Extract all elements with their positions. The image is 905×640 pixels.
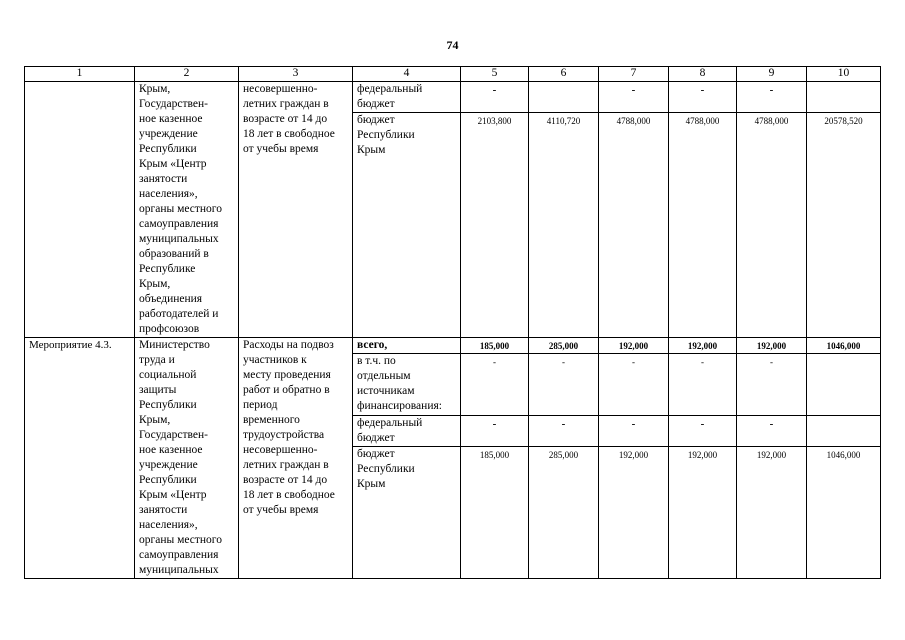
column-number: 7 <box>599 67 669 82</box>
column-number: 4 <box>353 67 461 82</box>
measure-cell <box>25 82 135 338</box>
value-cell <box>529 82 599 113</box>
value-cell: - <box>737 82 807 113</box>
value-cell: - <box>529 354 599 416</box>
value-cell: - <box>737 354 807 416</box>
value-cell: - <box>599 354 669 416</box>
column-number: 10 <box>807 67 881 82</box>
executor-cell: Министерство труда и социальной защиты Республики Крым, Государствен- ное казенное учреждение Республики Крым «Центр занятости населения», органы местного самоуправления муниципальных <box>135 338 239 579</box>
value-cell: - <box>599 82 669 113</box>
value-cell <box>807 82 881 113</box>
value-cell <box>807 354 881 416</box>
value-cell: - <box>461 82 529 113</box>
value-cell: 192,000 <box>669 338 737 354</box>
column-number: 1 <box>25 67 135 82</box>
column-number: 2 <box>135 67 239 82</box>
measure-cell: Мероприятие 4.3. <box>25 338 135 579</box>
value-cell: - <box>669 82 737 113</box>
value-cell: 192,000 <box>737 447 807 579</box>
page-number: 74 <box>446 38 459 52</box>
value-cell: - <box>461 415 529 446</box>
value-cell: 1046,000 <box>807 338 881 354</box>
value-cell: - <box>461 354 529 416</box>
value-cell: 2103,800 <box>461 113 529 338</box>
value-cell: 285,000 <box>529 447 599 579</box>
value-cell: 192,000 <box>737 338 807 354</box>
column-number: 3 <box>239 67 353 82</box>
value-cell <box>807 415 881 446</box>
value-cell: 20578,520 <box>807 113 881 338</box>
value-cell: 185,000 <box>461 447 529 579</box>
value-cell: 4788,000 <box>737 113 807 338</box>
value-cell: 192,000 <box>599 338 669 354</box>
value-cell: 4788,000 <box>599 113 669 338</box>
funding-source-cell: федеральный бюджет <box>353 415 461 446</box>
funding-source-cell: бюджет Республики Крым <box>353 113 461 338</box>
value-cell: 1046,000 <box>807 447 881 579</box>
funding-source-cell: в т.ч. по отдельным источникам финансирования: <box>353 354 461 416</box>
value-cell: 4788,000 <box>669 113 737 338</box>
description-cell: Расходы на подвоз участников к месту проведения работ и обратно в период временного трудоустройства несовершенно- летних граждан в возрасте от 14 до 18 лет в свободное от учебы время <box>239 338 353 579</box>
funding-source-cell: федеральный бюджет <box>353 82 461 113</box>
column-number-row <box>25 67 881 82</box>
executor-cell: Крым, Государствен- ное казенное учреждение Республики Крым «Центр занятости населения», органы местного самоуправления муниципальных образований в Республике Крым, объединения работодателей и профсоюзов <box>135 82 239 338</box>
column-number: 9 <box>737 67 807 82</box>
value-cell: - <box>529 415 599 446</box>
value-cell: - <box>669 354 737 416</box>
value-cell: 185,000 <box>461 338 529 354</box>
value-cell: 192,000 <box>599 447 669 579</box>
value-cell: - <box>737 415 807 446</box>
description-cell: несовершенно- летних граждан в возрасте от 14 до 18 лет в свободное от учебы время <box>239 82 353 338</box>
funding-source-cell: всего, <box>353 338 461 354</box>
column-number: 5 <box>461 67 529 82</box>
value-cell: 4110,720 <box>529 113 599 338</box>
value-cell: 192,000 <box>669 447 737 579</box>
financing-table <box>24 66 881 579</box>
funding-source-cell: бюджет Республики Крым <box>353 447 461 579</box>
column-number: 6 <box>529 67 599 82</box>
column-number: 8 <box>669 67 737 82</box>
value-cell: 285,000 <box>529 338 599 354</box>
value-cell: - <box>669 415 737 446</box>
value-cell: - <box>599 415 669 446</box>
table-row <box>25 82 881 113</box>
table-row <box>25 338 881 354</box>
